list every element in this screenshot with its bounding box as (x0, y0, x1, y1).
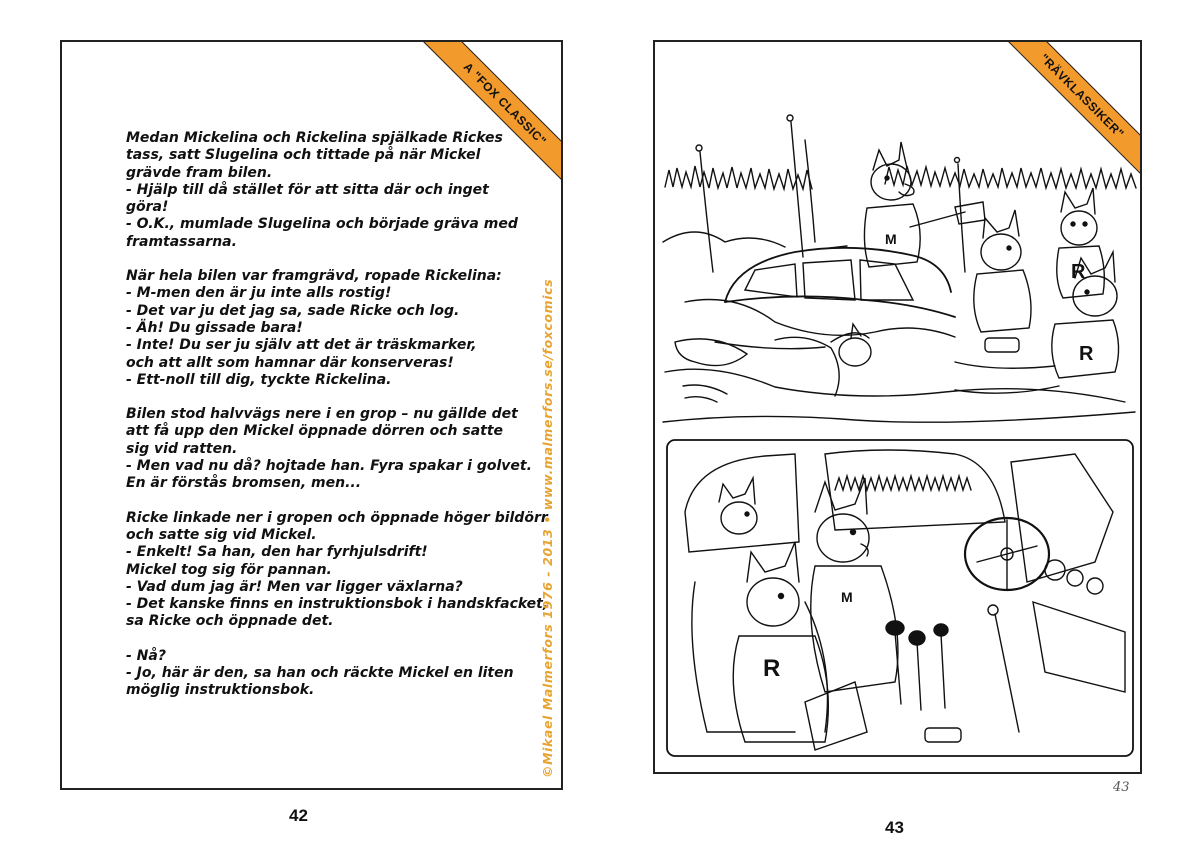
story-line: sa Ricke och öppnade det. (126, 613, 334, 630)
story-line: - Det var ju det jag sa, sade Ricke och log. (126, 302, 460, 319)
story-line: och att allt som hamnar där konserveras! (126, 354, 454, 371)
story-line: grävde fram bilen. (126, 164, 273, 181)
story-paragraph (126, 130, 518, 251)
story-line: - Enkelt! Sa han, den har fyrhjulsdrift! (126, 544, 428, 561)
story-line: - Inte! Du ser ju själv att det är träskmarker, (126, 337, 477, 354)
story-paragraph (126, 647, 514, 700)
story-line: Mickel tog sig för pannan. (126, 561, 332, 578)
story-line: sig vid ratten. (126, 440, 238, 457)
shirt-letter: M (841, 589, 853, 605)
story-paragraph (126, 268, 502, 389)
story-line: att få upp den Mickel öppnade dörren och satte (126, 423, 504, 440)
fox-character (733, 542, 961, 750)
right-page (653, 40, 1142, 774)
story-paragraph (126, 406, 532, 492)
story-line: När hela bilen var framgrävd, ropade Rickelina: (126, 268, 502, 285)
car-interior (685, 450, 1125, 750)
story-line: framtassarna. (126, 233, 237, 250)
story-line: - Jo, här är den, sa han och räckte Mickel en liten (126, 665, 514, 682)
shirt-letter: R (1071, 261, 1086, 283)
story-line: och satte sig vid Mickel. (126, 526, 317, 543)
story-line: tass, satt Slugelina och tittade på när Mickel (126, 147, 481, 164)
page-number-right: 43 (885, 818, 904, 837)
story-line: - Nå? (126, 647, 166, 664)
fox-character (719, 478, 757, 534)
shirt-letter: R (1079, 343, 1094, 365)
story-line: möglig instruktionsbok. (126, 682, 315, 699)
story-line: - O.K., mumlade Slugelina och började gräva med (126, 216, 518, 233)
handwritten-page-number: 43 (1113, 780, 1130, 795)
fox-character (974, 210, 1031, 332)
corner-ribbon: A "FOX CLASSIC" (410, 40, 563, 199)
story-line: - Men vad nu då? hojtade han. Fyra spakar i golvet. (126, 458, 532, 475)
left-page (60, 40, 563, 790)
story-line: - Hjälp till då stället för att sitta där och inget (126, 181, 489, 198)
story-line: - Det kanske finns en instruktionsbok i handskfacket, (126, 596, 549, 613)
story-line: Ricke linkade ner i gropen och öppnade höger bildörr (126, 509, 548, 526)
copyright-notice: ©Mikael Malmerfors 1976 - 2013 • www.malmerfors.se/foxcomics (540, 278, 555, 778)
story-paragraph (126, 509, 549, 631)
page-number-left: 42 (289, 806, 308, 825)
story-line: - Ett-noll till dig, tyckte Rickelina. (126, 371, 392, 388)
story-line: göra! (126, 199, 169, 216)
shirt-letter: M (885, 231, 897, 247)
story-line: Bilen stod halvvägs nere i en grop – nu gällde det (126, 406, 518, 423)
fox-character (675, 324, 871, 402)
shirt-letter: R (763, 655, 781, 682)
story-line: - Äh! Du gissade bara! (126, 319, 303, 336)
comic-art (655, 42, 1142, 774)
comic-panel-top (663, 115, 1136, 422)
corner-ribbon: "RÄVKLASSIKER" (987, 40, 1142, 191)
story-line: En är förstås bromsen, men... (126, 475, 362, 492)
story-line: Medan Mickelina och Rickelina spjälkade Rickes (126, 130, 503, 146)
story-line: - Vad dum jag är! Men var ligger växlarna? (126, 578, 463, 595)
story-line: - M-men den är ju inte alls rostig! (126, 285, 392, 302)
